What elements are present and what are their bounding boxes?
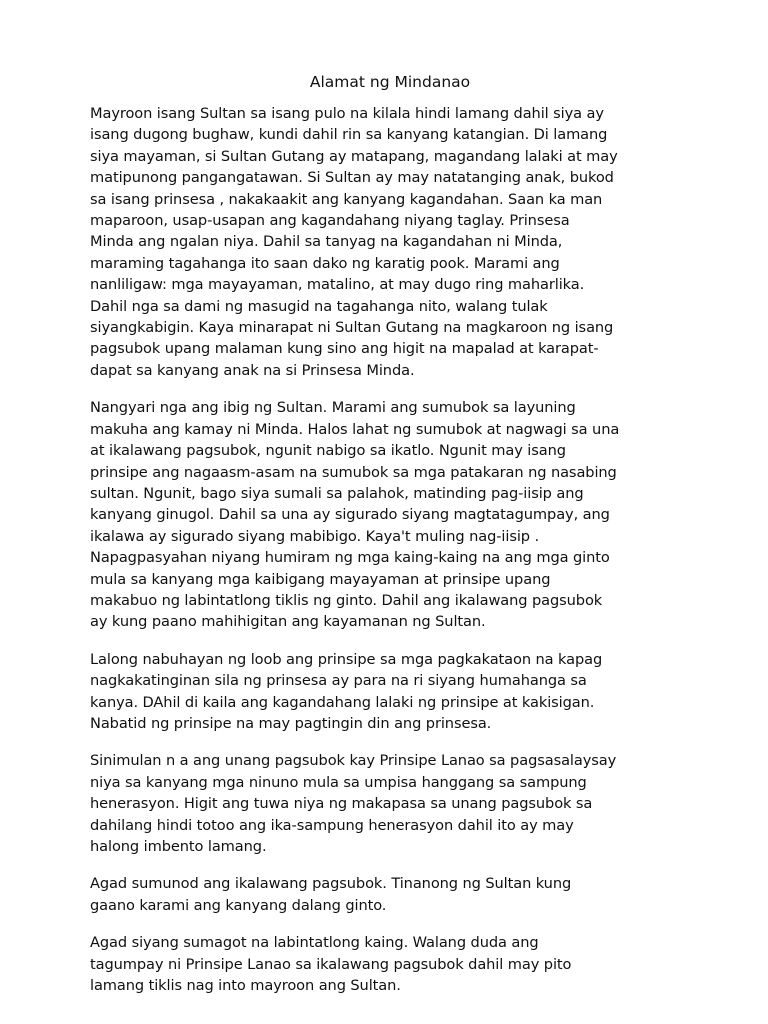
text-line: matipunong pangangatawan. Si Sultan ay may natatanging anak, bukod — [90, 169, 614, 187]
text-line: nagkakatinginan sila ng prinsesa ay para na ri siyang humahanga sa — [90, 672, 587, 690]
text-line: dapat sa kanyang anak na si Prinsesa Minda. — [90, 361, 415, 379]
text-line: prinsipe ang nagaasm-asam na sumubok sa mga patakaran ng nasabing — [90, 463, 617, 481]
text-line: niya sa kanyang mga ninuno mula sa umpisa hanggang sa sampung — [90, 773, 587, 791]
text-line: lamang tiklis nag into mayroon ang Sultan. — [90, 977, 401, 995]
text-line: makuha ang kamay ni Minda. Halos lahat ng sumubok at nagwagi sa una — [90, 420, 620, 438]
text-line: Napagpasyahan niyang humiram ng mga kaing-kaing na ang mga ginto — [90, 549, 610, 567]
text-line: tagumpay ni Prinsipe Lanao sa ikalawang pagsubok dahil may pito — [90, 955, 572, 973]
text-line: Sinimulan n a ang unang pagsubok kay Prinsipe Lanao sa pagsasalaysay — [90, 752, 617, 770]
paragraph — [90, 103, 690, 381]
text-line: Nabatid ng prinsipe na may pagtingin din ang prinsesa. — [90, 714, 492, 732]
text-line: ikalawa ay sigurado siyang mabibigo. Kaya't muling nag-iisip . — [90, 527, 540, 545]
document-body — [90, 103, 690, 996]
text-line: Nangyari nga ang ibig ng Sultan. Marami ang sumubok sa layuning — [90, 399, 576, 417]
text-line: Agad sumunod ang ikalawang pagsubok. Tinanong ng Sultan kung — [90, 875, 572, 893]
text-line: siyangkabigin. Kaya minarapat ni Sultan Gutang na magkaroon ng isang — [90, 319, 614, 337]
document-title: Alamat ng Mindanao — [309, 73, 471, 91]
text-line: pagsubok upang malaman kung sino ang higit na mapalad at karapat- — [90, 340, 599, 358]
text-line: nanliligaw: mga mayayaman, matalino, at may dugo ring maharlika. — [90, 276, 585, 294]
text-line: gaano karami ang kanyang dalang ginto. — [90, 896, 387, 914]
text-line: halong imbento lamang. — [90, 838, 267, 855]
text-line: sa isang prinsesa , nakakaakit ang kanyang kagandahan. Saan ka man — [90, 190, 603, 208]
text-line: henerasyon. Higit ang tuwa niya ng makapasa sa unang pagsubok sa — [90, 795, 593, 813]
text-line: kanya. DAhil di kaila ang kagandahang lalaki ng prinsipe at kakisigan. — [90, 693, 595, 711]
paragraph — [90, 397, 690, 632]
text-line: Agad siyang sumagot na labintatlong kaing. Walang duda ang — [90, 934, 539, 952]
text-line: maraming tagahanga ito saan dako ng karatig pook. Marami ang — [90, 254, 560, 272]
text-line: dahilang hindi totoo ang ika-sampung henerasyon dahil ito ay may — [90, 816, 574, 834]
text-line: at ikalawang pagsubok, ngunit nabigo sa ikatlo. Ngunit may isang — [90, 442, 566, 460]
text-line: sultan. Ngunit, bago siya sumali sa palahok, matinding pag-iisip ang — [90, 484, 584, 502]
paragraph — [90, 932, 690, 996]
text-line: maparoon, usap-usapan ang kagandahang niyang taglay. Prinsesa — [90, 212, 570, 230]
text-line: makabuo ng labintatlong tiklis ng ginto. Dahil ang ikalawang pagsubok — [90, 591, 603, 609]
text-line: Dahil nga sa dami ng masugid na tagahanga nito, walang tulak — [90, 297, 548, 315]
text-line: isang dugong bughaw, kundi dahil rin sa kanyang katangian. Di lamang — [90, 126, 608, 144]
text-line: kanyang ginugol. Dahil sa una ay sigurado siyang magtatagumpay, ang — [90, 506, 610, 524]
text-line: Mayroon isang Sultan sa isang pulo na kilala hindi lamang dahil siya ay — [90, 105, 604, 122]
text-line: Lalong nabuhayan ng loob ang prinsipe sa mga pagkakataon na kapag — [90, 650, 603, 668]
paragraph — [90, 873, 690, 916]
paragraph — [90, 750, 690, 857]
paragraph — [90, 649, 690, 735]
text-line: ay kung paano mahihigitan ang kayamanan ng Sultan. — [90, 613, 486, 631]
text-line: siya mayaman, si Sultan Gutang ay matapang, magandang lalaki at may — [90, 147, 618, 165]
text-line: mula sa kanyang mga kaibigang mayayaman at prinsipe upang — [90, 570, 551, 588]
text-line: Minda ang ngalan niya. Dahil sa tanyag na kagandahan ni Minda, — [90, 233, 563, 251]
document-page — [90, 72, 690, 1012]
